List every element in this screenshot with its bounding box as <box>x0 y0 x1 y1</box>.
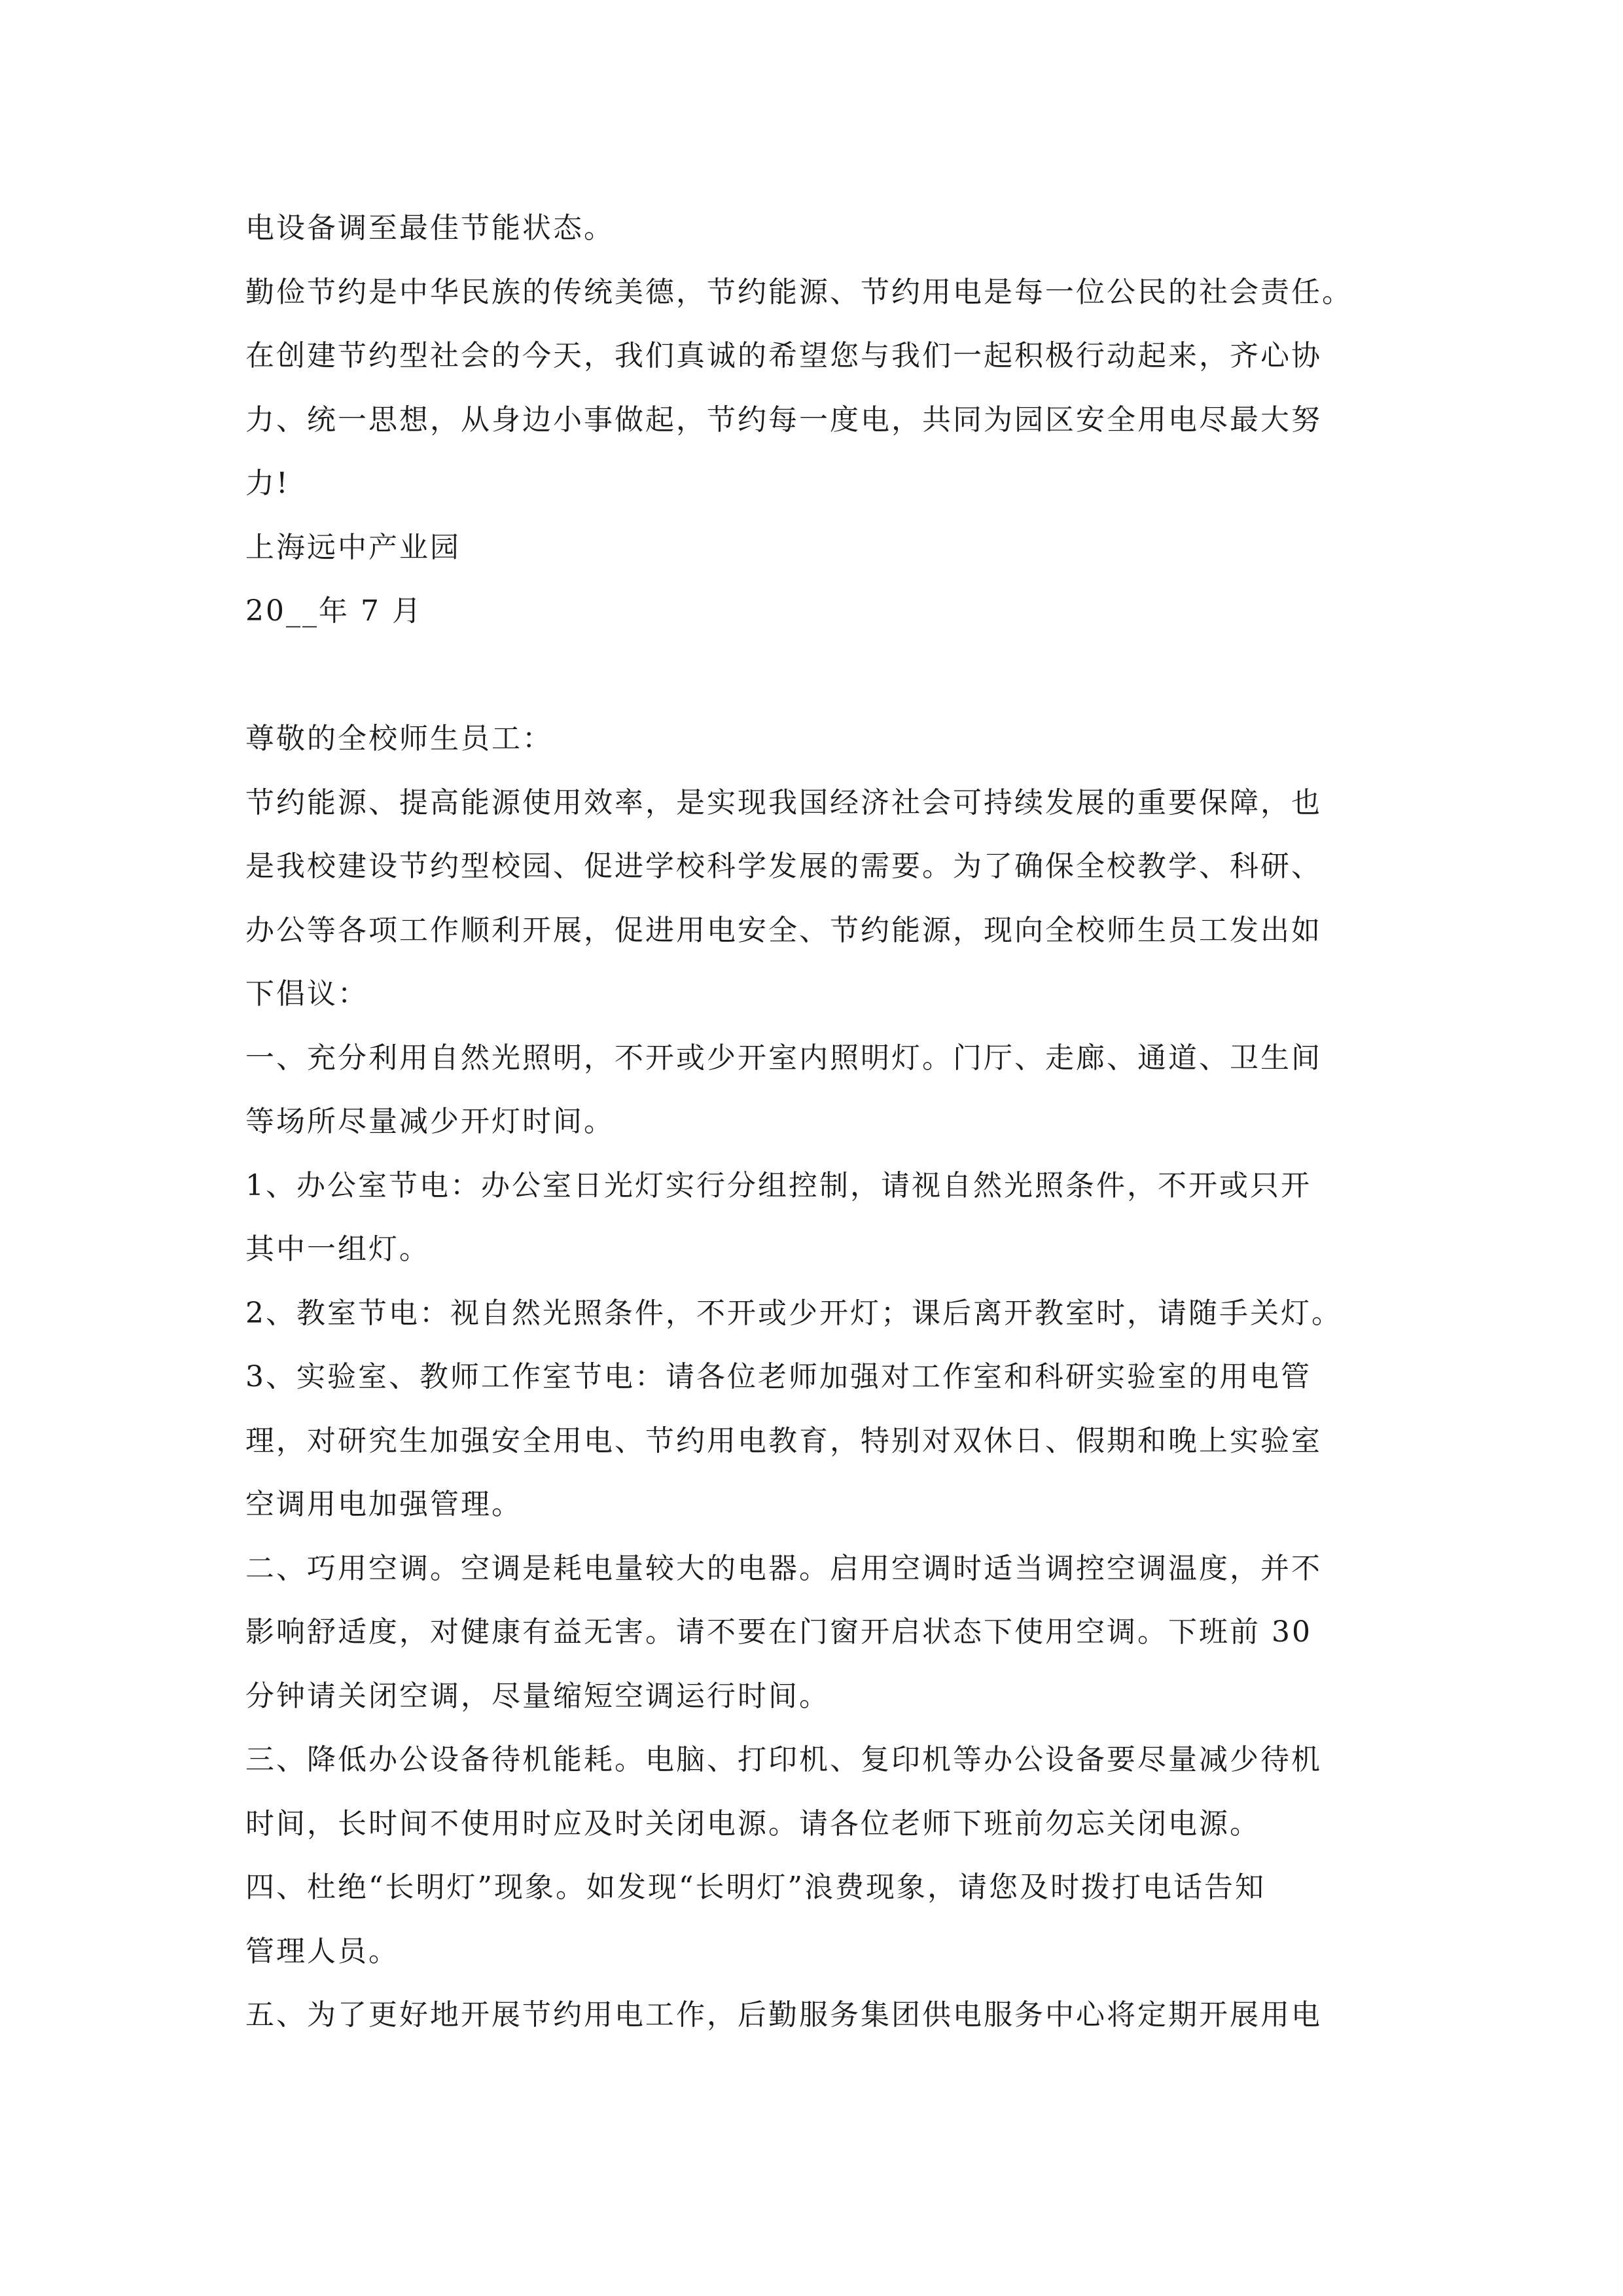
text-line: 一、充分利用自然光照明，不开或少开室内照明灯。门厅、走廊、通道、卫生间 <box>245 1041 1322 1075</box>
text-line: 分钟请关闭空调，尽量缩短空调运行时间。 <box>245 1679 830 1713</box>
text-line: 2、教室节电：视自然光照条件，不开或少开灯；课后离开教室时，请随手关灯。 <box>245 1296 1342 1330</box>
document-body <box>245 196 1391 2047</box>
text-line: 等场所尽量减少开灯时间。 <box>245 1105 615 1138</box>
text-line: 四、杜绝“长明灯”现象。如发现“长明灯”浪费现象，请您及时拨打电话告知 <box>245 1871 1266 1904</box>
text-line: 在创建节约型社会的今天，我们真诚的希望您与我们一起积极行动起来，齐心协 <box>245 339 1322 372</box>
text-line: 二、巧用空调。空调是耗电量较大的电器。启用空调时适当调控空调温度，并不 <box>245 1551 1322 1585</box>
signature-date: 20__年 7 月 <box>245 594 423 628</box>
text-line: 三、降低办公设备待机能耗。电脑、打印机、复印机等办公设备要尽量减少待机 <box>245 1743 1322 1776</box>
text-line: 管理人员。 <box>245 1934 399 1968</box>
text-line: 下倡议： <box>245 977 368 1011</box>
text-line: 3、实验室、教师工作室节电：请各位老师加强对工作室和科研实验室的用电管 <box>245 1360 1311 1393</box>
text-line: 电设备调至最佳节能状态。 <box>245 211 615 245</box>
text-line: 时间，长时间不使用时应及时关闭电源。请各位老师下班前勿忘关闭电源。 <box>245 1806 1260 1840</box>
text-line: 1、办公室节电：办公室日光灯实行分组控制，请视自然光照条件，不开或只开 <box>245 1168 1311 1202</box>
section-spacer <box>245 643 1391 708</box>
text-line: 勤俭节约是中华民族的传统美德，节约能源、节约用电是每一位公民的社会责任。 <box>245 275 1353 309</box>
signature-organization: 上海远中产业园 <box>245 530 461 564</box>
text-line: 力、统一思想，从身边小事做起，节约每一度电，共同为园区安全用电尽最大努 <box>245 403 1322 437</box>
letter-salutation: 尊敬的全校师生员工： <box>245 722 553 755</box>
text-line: 空调用电加强管理。 <box>245 1488 522 1521</box>
text-line: 影响舒适度，对健康有益无害。请不要在门窗开启状态下使用空调。下班前 30 <box>245 1615 1312 1649</box>
text-line: 是我校建设节约型校园、促进学校科学发展的需要。为了确保全校教学、科研、 <box>245 850 1322 883</box>
text-line: 其中一组灯。 <box>245 1232 430 1266</box>
text-line: 办公等各项工作顺利开展，促进用电安全、节约能源，现向全校师生员工发出如 <box>245 913 1322 947</box>
text-line: 理，对研究生加强安全用电、节约用电教育，特别对双休日、假期和晚上实验室 <box>245 1424 1322 1458</box>
text-line: 五、为了更好地开展节约用电工作，后勤服务集团供电服务中心将定期开展用电 <box>245 1998 1322 2032</box>
text-line: 节约能源、提高能源使用效率，是实现我国经济社会可持续发展的重要保障，也 <box>245 785 1322 819</box>
text-line: 力! <box>245 467 290 500</box>
